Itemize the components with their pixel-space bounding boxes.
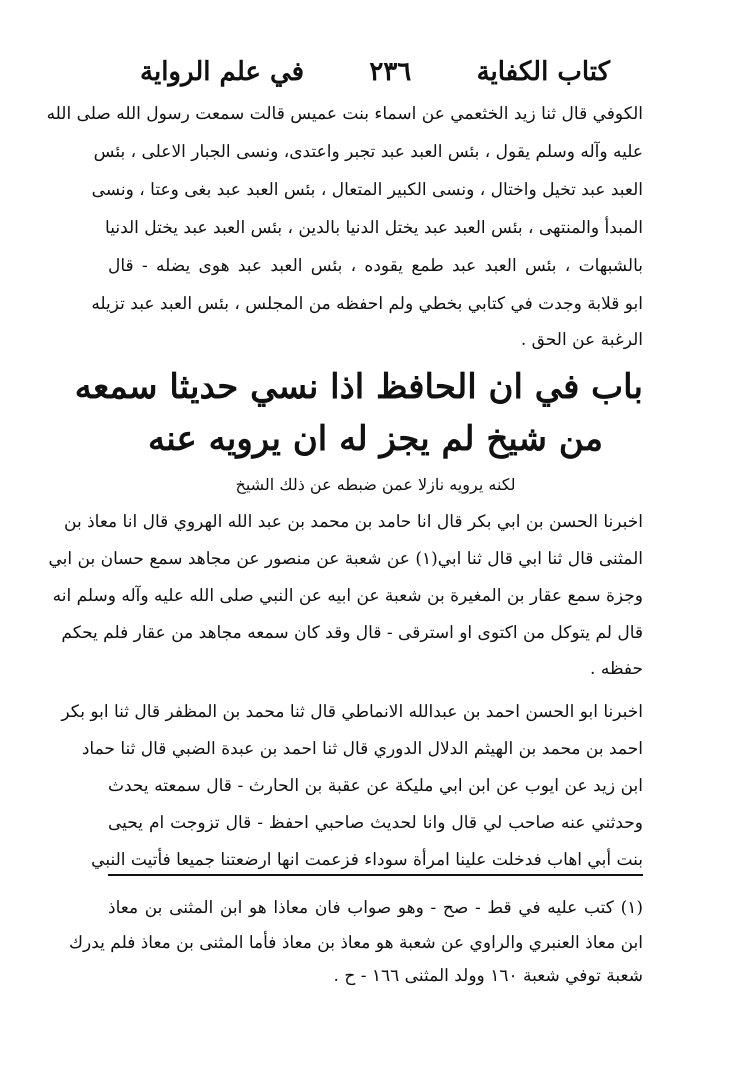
text-line: وجزة سمع عقار بن المغيرة بن شعبة عن ابيه عن النبي صلى الله عليه وآله وسلم انه <box>52 586 643 606</box>
running-header <box>140 52 610 92</box>
footnote-divider <box>108 874 643 876</box>
text-line: اخبرنا ابو الحسن احمد بن عبدالله الانماطي قال ثنا محمد بن المظفر قال ثنا ابو بكر <box>61 702 643 722</box>
text-line: الكوفي قال ثنا زيد الخثعمي عن اسماء بنت عميس قالت سمعت رسول الله صلى الله <box>46 104 643 124</box>
text-line: احمد بن محمد بن الهيثم الدلال الدوري قال ثنا احمد بن عبدة الضبي قال ثنا حماد <box>81 739 643 759</box>
text-line: ابن زيد عن ايوب عن ابن ابي مليكة عن عقبة بن الحارث - قال سمعته يحدث <box>108 776 643 796</box>
text-line: عليه وآله وسلم يقول ، بئس العبد عبد تجبر واعتدى، ونسى الجبار الاعلى ، بئس <box>93 142 643 162</box>
footnote-line: ابن معاذ العنبري والراوي عن شعبة هو معاذ بن معاذ فأما المثنى بن معاذ فلم يدرك <box>68 933 643 953</box>
page-number: ٢٣٦ <box>369 57 412 87</box>
text-line: العبد عبد تخيل واختال ، ونسى الكبير المتعال ، بئس العبد عبد بغى وعتا ، ونسى <box>91 180 643 200</box>
book-title: كتاب الكفاية <box>476 57 610 87</box>
chapter-subheading: لكنه يرويه نازلا عمن ضبطه عن ذلك الشيخ <box>235 475 516 494</box>
text-line: بالشبهات ، بئس العبد عبد طمع يقوده ، بئس العبد عبد هوى يضله - قال <box>108 256 643 276</box>
text-line: المبدأ والمنتهى ، بئس العبد عبد يختل الدنيا بالدين ، بئس العبد عبد يختل الدنيا <box>105 218 643 238</box>
text-line: اخبرنا الحسن بن ابي بكر قال انا حامد بن محمد بن عبد الله الهروي قال انا معاذ بن <box>64 512 643 532</box>
text-line: الرغبة عن الحق . <box>520 330 643 350</box>
text-line: حفظه . <box>590 659 643 679</box>
chapter-heading-line-2: من شيخ لم يجز له ان يرويه عنه <box>148 419 603 459</box>
text-line: ابو قلابة وجدت في كتابي بخطي ولم احفظه من المجلس ، بئس العبد عبد تزيله <box>91 294 643 314</box>
footnote-line: (١) كتب عليه في قط - صح - وهو صواب فان معاذا هو ابن المثنى بن معاذ <box>108 898 643 918</box>
text-line: قال لم يتوكل من اكتوى او استرقى - قال وقد كان سمعه مجاهد من عقار فلم يحكم <box>61 623 643 643</box>
text-line: بنت أبي اهاب فدخلت علينا امرأة سوداء فزعمت انها ارضعتنا جميعا فأتيت النبي <box>91 850 643 870</box>
book-subtitle: في علم الرواية <box>140 57 305 87</box>
footnote-line: شعبة توفي شعبة ١٦٠ وولد المثنى ١٦٦ - ح . <box>333 966 643 986</box>
chapter-heading-line-1: باب في ان الحافظ اذا نسي حديثا سمعه <box>74 367 643 407</box>
text-line: وحدثني عنه صاحب لي قال وانا لحديث صاحبي احفظ - قال تزوجت ام يحيى <box>108 813 643 833</box>
text-line: المثنى قال ثنا ابي قال ثنا ابي(١) عن شعبة عن منصور عن مجاهد سمع حسان بن ابي <box>48 549 643 569</box>
